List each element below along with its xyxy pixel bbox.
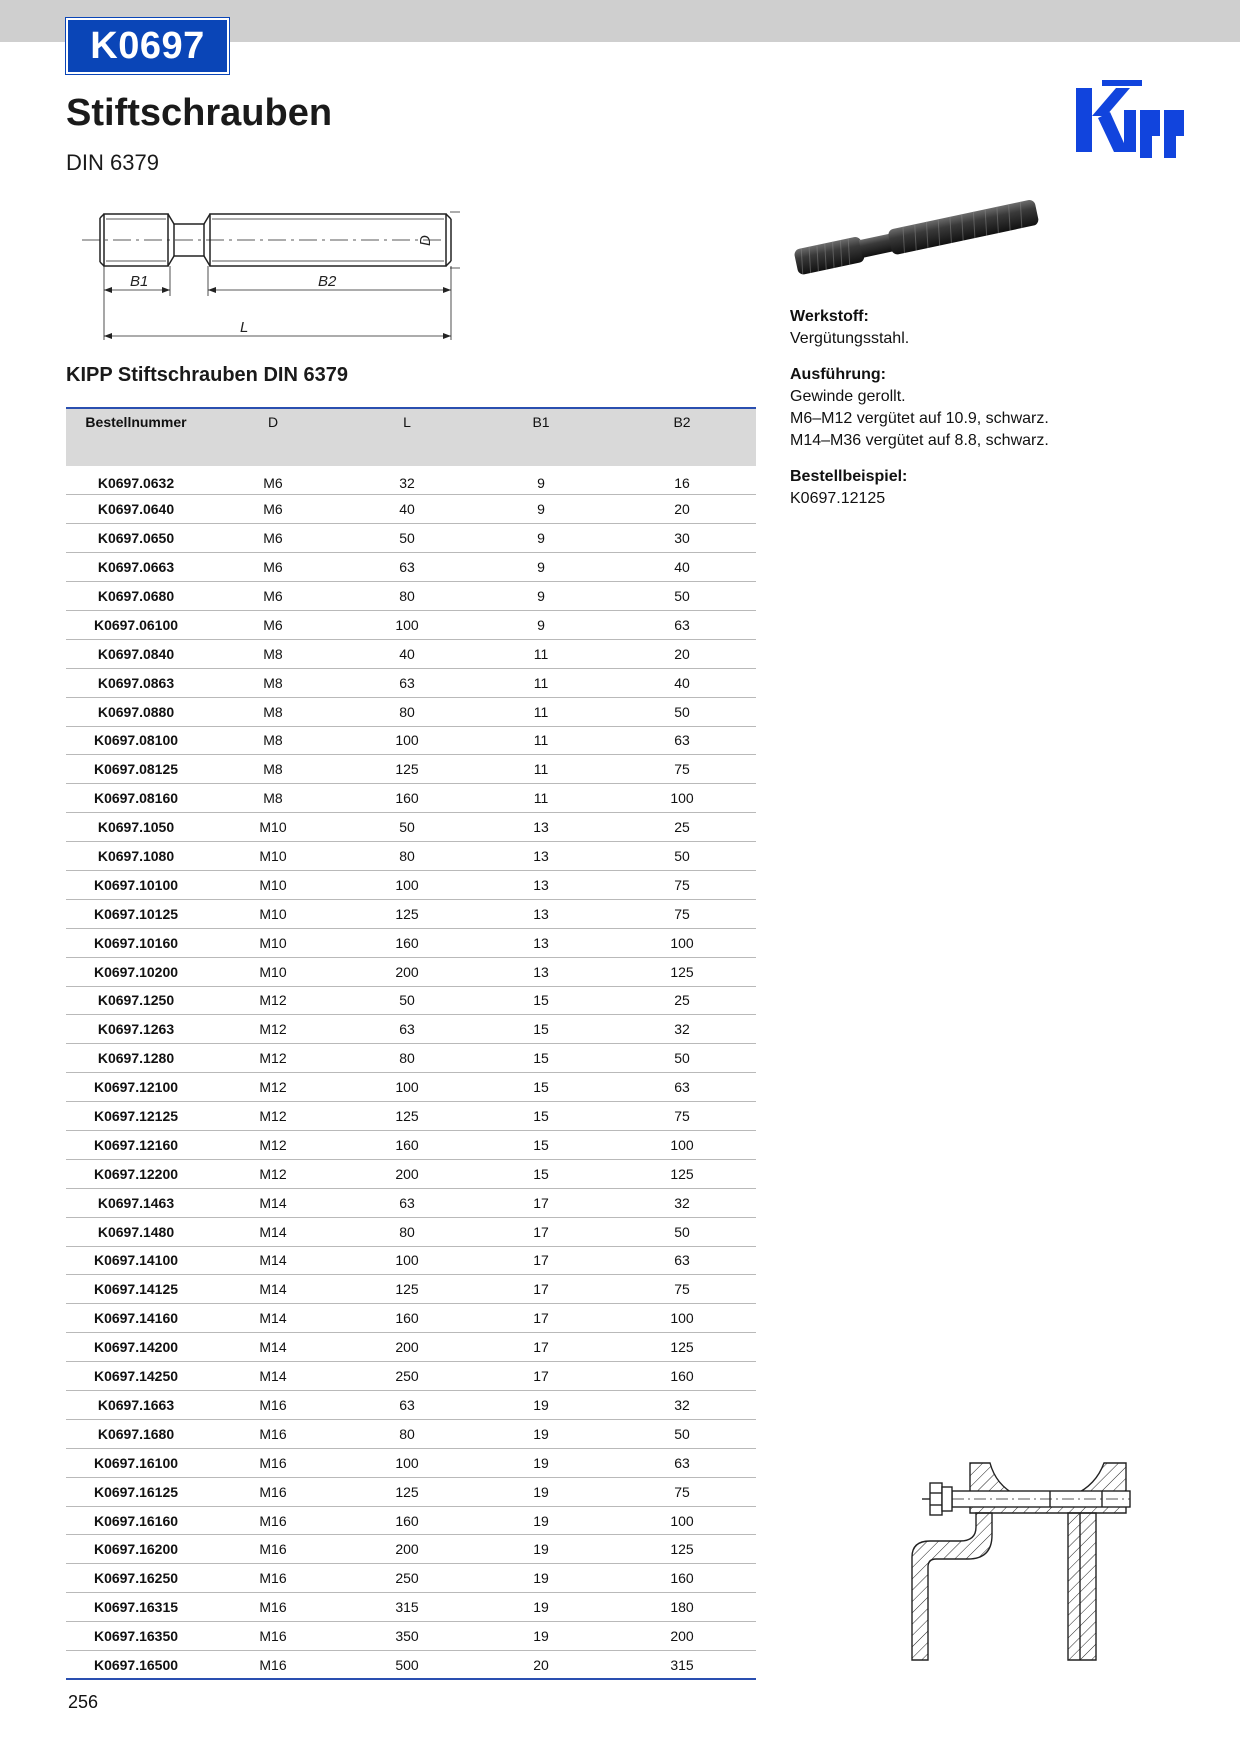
cell-d: M12 (206, 1073, 340, 1102)
cell-bestellnummer: K0697.1250 (66, 986, 206, 1015)
table-row (66, 755, 756, 784)
cell-bestellnummer: K0697.12125 (66, 1102, 206, 1131)
table-row (66, 1102, 756, 1131)
cell-bestellnummer: K0697.16315 (66, 1593, 206, 1622)
cell-b1: 9 (474, 553, 608, 582)
cell-b2: 75 (608, 1102, 756, 1131)
cell-l: 160 (340, 784, 474, 813)
cell-d: M8 (206, 668, 340, 697)
cell-l: 200 (340, 957, 474, 986)
cell-d: M12 (206, 1130, 340, 1159)
table-row (66, 870, 756, 899)
cell-l: 63 (340, 1188, 474, 1217)
cell-b1: 19 (474, 1391, 608, 1420)
cell-b1: 11 (474, 726, 608, 755)
cell-b1: 15 (474, 1159, 608, 1188)
page-number: 256 (68, 1692, 99, 1712)
cell-b2: 40 (608, 553, 756, 582)
cell-l: 160 (340, 1130, 474, 1159)
cell-bestellnummer: K0697.0632 (66, 466, 206, 495)
cell-bestellnummer: K0697.14160 (66, 1304, 206, 1333)
header-d: D (267, 414, 279, 430)
cell-b1: 20 (474, 1651, 608, 1680)
table-row (66, 1217, 756, 1246)
cell-d: M10 (206, 813, 340, 842)
table-row (66, 726, 756, 755)
table-row (66, 1506, 756, 1535)
table-row (66, 1651, 756, 1680)
product-table (66, 407, 756, 1680)
cell-d: M16 (206, 1477, 340, 1506)
cell-d: M8 (206, 639, 340, 668)
cell-b2: 20 (608, 639, 756, 668)
cell-bestellnummer: K0697.0840 (66, 639, 206, 668)
cell-bestellnummer: K0697.10125 (66, 899, 206, 928)
cell-l: 50 (340, 986, 474, 1015)
cell-b2: 16 (608, 466, 756, 495)
cell-d: M10 (206, 957, 340, 986)
cell-b2: 32 (608, 1188, 756, 1217)
cell-bestellnummer: K0697.0650 (66, 524, 206, 553)
table-row (66, 1448, 756, 1477)
cell-b2: 25 (608, 813, 756, 842)
cell-b2: 50 (608, 1044, 756, 1073)
cell-d: M6 (206, 610, 340, 639)
cell-l: 80 (340, 1419, 474, 1448)
table-row (66, 784, 756, 813)
cell-d: M10 (206, 870, 340, 899)
example-value: K0697.12125 (790, 490, 886, 507)
assembly-drawing (900, 1455, 1160, 1665)
finish-line: M6–M12 vergütet auf 10.9, schwarz. (790, 410, 1049, 427)
cell-b1: 9 (474, 582, 608, 611)
cell-b2: 160 (608, 1362, 756, 1391)
cell-d: M14 (206, 1188, 340, 1217)
table-caption: KIPP Stiftschrauben DIN 6379 (66, 364, 348, 386)
cell-d: M16 (206, 1391, 340, 1420)
cell-l: 40 (340, 495, 474, 524)
cell-b1: 15 (474, 1130, 608, 1159)
cell-b2: 125 (608, 1535, 756, 1564)
cell-l: 100 (340, 1246, 474, 1275)
cell-b2: 50 (608, 842, 756, 871)
product-code-badge (66, 18, 229, 74)
table-row (66, 639, 756, 668)
cell-b2: 50 (608, 582, 756, 611)
cell-d: M14 (206, 1362, 340, 1391)
cell-bestellnummer: K0697.0663 (66, 553, 206, 582)
header-bestellnummer: Bestellnummer (85, 414, 187, 430)
table-row (66, 957, 756, 986)
cell-d: M10 (206, 899, 340, 928)
cell-d: M12 (206, 1044, 340, 1073)
table-row (66, 986, 756, 1015)
table-row (66, 582, 756, 611)
cell-d: M16 (206, 1651, 340, 1680)
cell-b1: 19 (474, 1448, 608, 1477)
kipp-logo (1072, 76, 1188, 158)
cell-b1: 17 (474, 1304, 608, 1333)
cell-bestellnummer: K0697.14250 (66, 1362, 206, 1391)
cell-b1: 9 (474, 466, 608, 495)
table-row (66, 668, 756, 697)
cell-l: 50 (340, 524, 474, 553)
cell-l: 63 (340, 668, 474, 697)
cell-b1: 13 (474, 870, 608, 899)
cell-bestellnummer: K0697.14125 (66, 1275, 206, 1304)
cell-bestellnummer: K0697.1080 (66, 842, 206, 871)
cell-bestellnummer: K0697.1050 (66, 813, 206, 842)
cell-l: 160 (340, 1304, 474, 1333)
cell-b1: 11 (474, 755, 608, 784)
label-l: L (240, 319, 249, 336)
label-d: D (417, 235, 434, 246)
cell-d: M16 (206, 1622, 340, 1651)
product-code: K0697 (90, 24, 205, 67)
cell-d: M6 (206, 582, 340, 611)
table-row (66, 1073, 756, 1102)
cell-b1: 19 (474, 1477, 608, 1506)
cell-b2: 100 (608, 1304, 756, 1333)
cell-l: 250 (340, 1564, 474, 1593)
cell-l: 160 (340, 928, 474, 957)
header-l: L (403, 414, 411, 430)
cell-d: M16 (206, 1535, 340, 1564)
cell-d: M14 (206, 1246, 340, 1275)
cell-bestellnummer: K0697.1680 (66, 1419, 206, 1448)
table-row (66, 1304, 756, 1333)
cell-bestellnummer: K0697.12160 (66, 1130, 206, 1159)
cell-l: 40 (340, 639, 474, 668)
cell-b1: 9 (474, 610, 608, 639)
cell-l: 125 (340, 899, 474, 928)
table-row (66, 1477, 756, 1506)
cell-l: 500 (340, 1651, 474, 1680)
table-row (66, 466, 756, 495)
page-title: Stiftschrauben (66, 92, 333, 134)
cell-l: 50 (340, 813, 474, 842)
cell-bestellnummer: K0697.14100 (66, 1246, 206, 1275)
cell-b2: 75 (608, 899, 756, 928)
table-row (66, 1362, 756, 1391)
cell-l: 250 (340, 1362, 474, 1391)
cell-bestellnummer: K0697.10160 (66, 928, 206, 957)
cell-l: 315 (340, 1593, 474, 1622)
cell-b2: 50 (608, 1217, 756, 1246)
cell-l: 80 (340, 842, 474, 871)
cell-l: 350 (340, 1622, 474, 1651)
cell-b2: 125 (608, 957, 756, 986)
cell-d: M16 (206, 1448, 340, 1477)
page-subtitle: DIN 6379 (66, 150, 159, 175)
table-row (66, 1391, 756, 1420)
cell-bestellnummer: K0697.16350 (66, 1622, 206, 1651)
stud-photo (785, 190, 1050, 280)
cell-b2: 50 (608, 1419, 756, 1448)
cell-b1: 13 (474, 813, 608, 842)
cell-d: M8 (206, 755, 340, 784)
cell-l: 125 (340, 1102, 474, 1131)
table-row (66, 1535, 756, 1564)
table-row (66, 610, 756, 639)
cell-l: 200 (340, 1535, 474, 1564)
cell-bestellnummer: K0697.08100 (66, 726, 206, 755)
cell-l: 100 (340, 726, 474, 755)
cell-bestellnummer: K0697.12200 (66, 1159, 206, 1188)
cell-b1: 9 (474, 495, 608, 524)
example-label: Bestellbeispiel: (790, 468, 908, 485)
cell-l: 80 (340, 697, 474, 726)
cell-b1: 13 (474, 957, 608, 986)
cell-l: 32 (340, 466, 474, 495)
cell-b2: 20 (608, 495, 756, 524)
cell-b2: 63 (608, 726, 756, 755)
cell-b2: 100 (608, 1130, 756, 1159)
cell-bestellnummer: K0697.14200 (66, 1333, 206, 1362)
cell-l: 125 (340, 755, 474, 784)
header-b2: B2 (673, 414, 691, 430)
cell-b1: 19 (474, 1506, 608, 1535)
cell-bestellnummer: K0697.0863 (66, 668, 206, 697)
label-b1: B1 (130, 273, 149, 290)
cell-b1: 15 (474, 986, 608, 1015)
cell-b2: 25 (608, 986, 756, 1015)
cell-bestellnummer: K0697.1480 (66, 1217, 206, 1246)
cell-b2: 125 (608, 1333, 756, 1362)
cell-l: 80 (340, 1044, 474, 1073)
cell-d: M16 (206, 1506, 340, 1535)
cell-b2: 75 (608, 1477, 756, 1506)
cell-d: M10 (206, 928, 340, 957)
cell-b1: 15 (474, 1044, 608, 1073)
cell-d: M6 (206, 553, 340, 582)
cell-b1: 13 (474, 899, 608, 928)
finish-line: Gewinde gerollt. (790, 388, 906, 405)
cell-l: 100 (340, 1073, 474, 1102)
cell-d: M12 (206, 1015, 340, 1044)
cell-d: M6 (206, 466, 340, 495)
table-row (66, 1333, 756, 1362)
info-panel (790, 306, 1130, 524)
cell-b1: 15 (474, 1073, 608, 1102)
cell-bestellnummer: K0697.16500 (66, 1651, 206, 1680)
cell-b1: 19 (474, 1419, 608, 1448)
table-row (66, 1159, 756, 1188)
cell-b2: 100 (608, 784, 756, 813)
cell-b2: 32 (608, 1015, 756, 1044)
label-b2: B2 (318, 273, 337, 290)
cell-bestellnummer: K0697.0680 (66, 582, 206, 611)
cell-d: M10 (206, 842, 340, 871)
cell-b1: 17 (474, 1188, 608, 1217)
cell-l: 125 (340, 1275, 474, 1304)
cell-b2: 75 (608, 1275, 756, 1304)
cell-b1: 17 (474, 1217, 608, 1246)
cell-bestellnummer: K0697.08160 (66, 784, 206, 813)
cell-b2: 30 (608, 524, 756, 553)
table-row (66, 1593, 756, 1622)
cell-d: M14 (206, 1304, 340, 1333)
cell-bestellnummer: K0697.0640 (66, 495, 206, 524)
header-b1: B1 (532, 414, 550, 430)
cell-bestellnummer: K0697.1663 (66, 1391, 206, 1420)
cell-b2: 75 (608, 755, 756, 784)
cell-l: 125 (340, 1477, 474, 1506)
cell-d: M14 (206, 1217, 340, 1246)
cell-b1: 17 (474, 1362, 608, 1391)
cell-bestellnummer: K0697.16100 (66, 1448, 206, 1477)
cell-b1: 11 (474, 697, 608, 726)
cell-l: 80 (340, 582, 474, 611)
cell-b1: 13 (474, 842, 608, 871)
cell-d: M6 (206, 524, 340, 553)
cell-l: 200 (340, 1333, 474, 1362)
cell-d: M12 (206, 1159, 340, 1188)
cell-b1: 17 (474, 1275, 608, 1304)
table-row (66, 813, 756, 842)
cell-d: M14 (206, 1275, 340, 1304)
cell-bestellnummer: K0697.16125 (66, 1477, 206, 1506)
table-row (66, 899, 756, 928)
table-row (66, 1015, 756, 1044)
table-row (66, 1564, 756, 1593)
cell-b2: 315 (608, 1651, 756, 1680)
table-row (66, 1419, 756, 1448)
cell-b1: 11 (474, 639, 608, 668)
table-row (66, 553, 756, 582)
dimension-drawing (70, 200, 460, 360)
table-row (66, 1246, 756, 1275)
cell-bestellnummer: K0697.08125 (66, 755, 206, 784)
cell-b1: 15 (474, 1015, 608, 1044)
cell-b1: 11 (474, 784, 608, 813)
cell-bestellnummer: K0697.10200 (66, 957, 206, 986)
cell-d: M14 (206, 1333, 340, 1362)
cell-b2: 63 (608, 1246, 756, 1275)
cell-b2: 180 (608, 1593, 756, 1622)
cell-b1: 9 (474, 524, 608, 553)
table-header-row (66, 408, 756, 466)
cell-b2: 160 (608, 1564, 756, 1593)
cell-bestellnummer: K0697.1263 (66, 1015, 206, 1044)
cell-l: 63 (340, 1391, 474, 1420)
cell-b2: 200 (608, 1622, 756, 1651)
cell-bestellnummer: K0697.10100 (66, 870, 206, 899)
cell-bestellnummer: K0697.06100 (66, 610, 206, 639)
cell-d: M16 (206, 1419, 340, 1448)
cell-bestellnummer: K0697.16250 (66, 1564, 206, 1593)
cell-bestellnummer: K0697.16200 (66, 1535, 206, 1564)
table-row (66, 524, 756, 553)
cell-l: 100 (340, 610, 474, 639)
cell-d: M12 (206, 1102, 340, 1131)
table-row (66, 1044, 756, 1073)
cell-d: M8 (206, 784, 340, 813)
cell-b1: 19 (474, 1564, 608, 1593)
cell-b1: 17 (474, 1246, 608, 1275)
cell-b1: 13 (474, 928, 608, 957)
cell-b2: 100 (608, 928, 756, 957)
table-row (66, 928, 756, 957)
cell-b1: 19 (474, 1535, 608, 1564)
cell-d: M16 (206, 1564, 340, 1593)
cell-l: 200 (340, 1159, 474, 1188)
material-label: Werkstoff: (790, 308, 869, 325)
cell-b1: 19 (474, 1622, 608, 1651)
cell-b1: 19 (474, 1593, 608, 1622)
cell-bestellnummer: K0697.16160 (66, 1506, 206, 1535)
cell-b2: 63 (608, 1448, 756, 1477)
cell-bestellnummer: K0697.1463 (66, 1188, 206, 1217)
cell-b2: 63 (608, 610, 756, 639)
table-body (66, 466, 756, 1679)
cell-d: M8 (206, 726, 340, 755)
cell-bestellnummer: K0697.0880 (66, 697, 206, 726)
cell-l: 100 (340, 870, 474, 899)
table-row (66, 1622, 756, 1651)
table-row (66, 1130, 756, 1159)
table-row (66, 842, 756, 871)
table-row (66, 697, 756, 726)
cell-l: 63 (340, 553, 474, 582)
table-row (66, 495, 756, 524)
cell-d: M16 (206, 1593, 340, 1622)
finish-line: M14–M36 vergütet auf 8.8, schwarz. (790, 432, 1049, 449)
cell-b2: 75 (608, 870, 756, 899)
cell-b1: 11 (474, 668, 608, 697)
finish-label: Ausführung: (790, 366, 886, 383)
cell-bestellnummer: K0697.12100 (66, 1073, 206, 1102)
cell-b2: 100 (608, 1506, 756, 1535)
cell-d: M6 (206, 495, 340, 524)
cell-l: 160 (340, 1506, 474, 1535)
cell-l: 80 (340, 1217, 474, 1246)
cell-b2: 63 (608, 1073, 756, 1102)
cell-d: M12 (206, 986, 340, 1015)
material-value: Vergütungsstahl. (790, 330, 910, 347)
cell-b2: 50 (608, 697, 756, 726)
cell-b1: 17 (474, 1333, 608, 1362)
cell-l: 63 (340, 1015, 474, 1044)
cell-b2: 125 (608, 1159, 756, 1188)
cell-b1: 15 (474, 1102, 608, 1131)
cell-b2: 32 (608, 1391, 756, 1420)
cell-d: M8 (206, 697, 340, 726)
table-row (66, 1275, 756, 1304)
table-row (66, 1188, 756, 1217)
cell-b2: 40 (608, 668, 756, 697)
cell-l: 100 (340, 1448, 474, 1477)
cell-bestellnummer: K0697.1280 (66, 1044, 206, 1073)
